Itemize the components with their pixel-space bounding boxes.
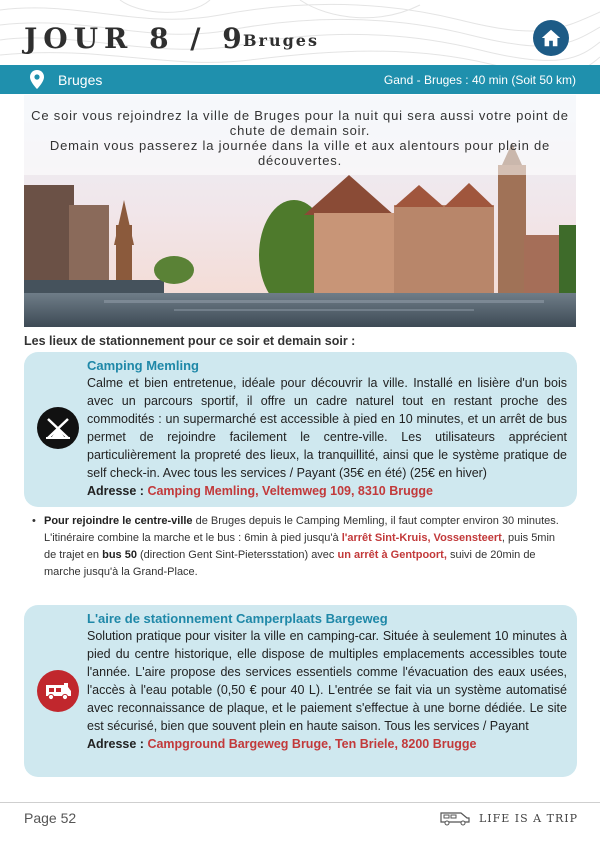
camper-van-outline-icon [439, 810, 471, 826]
section-title: Les lieux de stationnement pour ce soir et demain soir : [24, 334, 356, 348]
page-number: Page 52 [24, 810, 77, 826]
home-icon [540, 27, 562, 49]
card-description: Calme et bien entretenue, idéale pour découvrir la ville. Installé en lisière d'un bois avec un parcours sportif, il offre un cadre naturel tout en restant proche des commodités : un supermarché est accessible à pied en 10 minutes, et un arrêt de bus permet de rejoindre facilement le centre-ville. Les utilisateurs apprécient particulièrement la propreté des lieux, la tranquillité, ainsi que le système pratique de self check-in. Avec tous les services / Payant (35€ en été) (25€ en hiver) [87, 376, 567, 480]
card-title: L'aire de stationnement Camperplaats Bargeweg [87, 611, 388, 626]
camper-icon-badge [37, 670, 79, 712]
tent-icon [44, 416, 72, 440]
camping-memling-card [24, 352, 577, 507]
home-button[interactable] [533, 20, 569, 56]
camper-van-icon [44, 681, 72, 701]
brand [439, 810, 578, 826]
bullet-dot: • [32, 515, 36, 527]
location-bar [0, 65, 600, 94]
brand-name: LIFE IS A TRIP [479, 811, 578, 825]
day-title: JOUR 8 / 9 [24, 22, 248, 55]
card-title: Camping Memling [87, 358, 199, 373]
address-label: Adresse : [87, 484, 148, 498]
card-body [87, 358, 567, 500]
intro-line-2: Demain vous passerez la journée dans la ville et aux alentours pour plein de découvertes. [49, 138, 551, 168]
bullet-text-3: (direction Gent Sint-Pietersstation) avec [136, 549, 338, 561]
location-name: Bruges [58, 72, 103, 88]
bullet-bold-2: bus 50 [102, 549, 137, 561]
bullet-text-2: , puis 5min de trajet en [44, 532, 556, 561]
address-line [87, 482, 567, 500]
intro-line-1: Ce soir vous rejoindrez la ville de Bruges pour la nuit qui sera aussi votre point de chute de demain soir. [31, 108, 569, 138]
bus-stop-link-2[interactable]: un arrêt à Gentpoort, [337, 549, 447, 561]
tent-icon-badge [37, 407, 79, 449]
bullet-text-4: suivi de 20min de marche jusqu'à la Grand-Place. [44, 549, 536, 578]
city-subtitle: Bruges [243, 31, 319, 50]
map-pin-icon [30, 70, 44, 89]
address-link[interactable]: Camping Memling, Veltemweg 109, 8310 Brugge [147, 484, 433, 498]
camperplaats-bargeweg-card [24, 605, 577, 777]
address-label: Adresse : [87, 737, 148, 751]
card-description: Solution pratique pour visiter la ville en camping-car. Située à seulement 10 minutes à pied du centre historique, elle dispose de multiples emplacements accessibles toute l'année. L'aire propose des services essentiels comme l'évacuation des eaux usées, l'accès à l'eau potable (0,50 € pour 40 L). L'entrée se fait via un système automatisé avec reconnaissance de plaque, et le paiement s'effectue à une borne dédiée. Le site est sécurisé, bien que souvent plein en haute saison. Tous les services / Payant [87, 629, 567, 733]
card-body [87, 611, 567, 753]
intro-text [24, 108, 576, 168]
route-info: Gand - Bruges : 40 min (Soit 50 km) [383, 73, 576, 87]
address-link[interactable]: Campground Bargeweg Bruge, Ten Briele, 8200 Brugge [147, 737, 477, 751]
bullet-text-1: de Bruges depuis le Camping Memling, il faut compter environ 30 minutes. L'itinéraire combine la marche et le bus : 6min à pied jusqu'à [44, 515, 559, 544]
bus-stop-link-1[interactable]: l'arrêt Sint-Kruis, Vossensteert [341, 532, 502, 544]
transport-bullet [32, 513, 560, 581]
page-header [0, 0, 600, 66]
bullet-bold-1: Pour rejoindre le centre-ville [44, 515, 193, 527]
footer-divider [0, 802, 600, 803]
address-line [87, 735, 567, 753]
